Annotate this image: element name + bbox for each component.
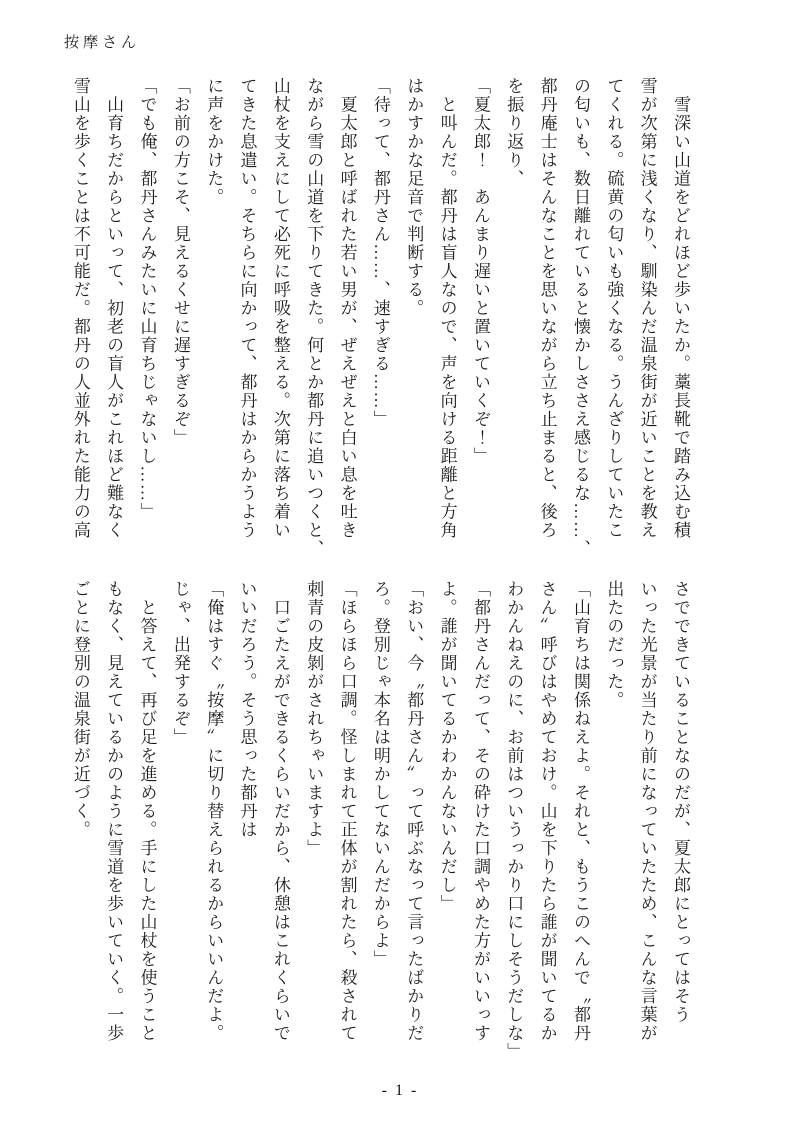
text-line: 「俺はすぐ〝按摩〟に切り替えられるからいいんだよ。 <box>204 580 224 1043</box>
text-line: 都丹庵士はそんなことを思いながら立ち止まると、後ろ <box>537 77 557 540</box>
text-line: に声をかけた。 <box>204 77 224 207</box>
text-line: 雪深い山道をどれほど歩いたか。藁長靴で踏み込む積 <box>671 77 690 540</box>
text-line: 「お前の方こそ、見えるくせに遅すぎるぞ」 <box>170 77 190 447</box>
text-line: さん〟呼びはやめておけ。山を下りたら誰が聞いてるか <box>537 580 557 1043</box>
text-line: 「ほらほら口調。怪しまれて正体が割れたら、殺されて <box>337 580 357 1043</box>
text-line: 「でも俺、都丹さんみたいに山育ちじゃないし……」 <box>137 77 157 521</box>
text-line: 口ごたえができるくらいだから、休憩はこれくらいで <box>270 580 290 1043</box>
text-line: 「おい、今〝都丹さん〟って呼ぶなって言ったばかりだ <box>404 580 424 1043</box>
text-line: てくれる。硫黄の匂いも強くなる。うんざりしていたこ <box>604 77 624 540</box>
text-line: 「夏太郎！ あんまり遅いと置いていくぞ！」 <box>470 77 490 466</box>
page-number: - 1 - <box>381 1082 419 1099</box>
text-line: ろ。登別じゃ本名は明かしてないんだからよ」 <box>370 580 390 969</box>
text-line: わかんねえのに、お前はついうっかり口にしそうだしな」 <box>504 580 524 1061</box>
text-line: 「都丹さんだって、その砕けた口調やめた方がいいっす <box>470 580 490 1043</box>
text-line: はかすかな足音で判断する。 <box>404 77 424 318</box>
text-line: と答えて、再び足を進める。手にした山杖を使うこと <box>137 580 157 1043</box>
text-band-upper <box>52 77 697 558</box>
text-line: いいだろう。そう思った都丹は <box>237 580 257 839</box>
text-line: 夏太郎と呼ばれた若い男が、ぜえぜえと白い息を吐き <box>337 77 357 540</box>
text-line: 山杖を支えにして必死に呼吸を整える。次第に落ち着い <box>270 77 290 540</box>
text-line: じゃ、出発するぞ」 <box>170 580 190 747</box>
text-line: ながら雪の山道を下りてきた。何とか都丹に追いつくと、 <box>304 77 324 558</box>
text-line: 刺青の皮剝がされちゃいますよ」 <box>304 580 324 858</box>
text-line: 出たのだった。 <box>604 580 624 710</box>
text-band-lower <box>52 580 697 1061</box>
text-line: 雪山を歩くことは不可能だ。都丹の人並外れた能力の高 <box>70 77 90 540</box>
text-line: さでできていることなのだが、夏太郎にとってはそう <box>671 580 690 1024</box>
text-line: 「待って、都丹さん……、速すぎる……」 <box>370 77 390 429</box>
text-line: の匂いも、数日離れていると懐かしささえ感じるな……、 <box>570 77 590 558</box>
text-line: ごとに登別の温泉街が近づく。 <box>70 580 90 839</box>
text-line: を振り返り、 <box>504 77 524 188</box>
text-line: 「山育ちは関係ねえよ。それと、もうこのへんで〝都丹 <box>570 580 590 1043</box>
text-line: てきた息遣い。そちらに向かって、都丹はからかうよう <box>237 77 257 540</box>
text-line: 雪が次第に浅くなり、馴染んだ温泉街が近いことを教え <box>637 77 657 540</box>
text-line: もなく、見えているかのように雪道を歩いていく。一歩 <box>104 580 124 1043</box>
text-line: いった光景が当たり前になっていたため、こんな言葉が <box>637 580 657 1043</box>
text-line: と叫んだ。都丹は盲人なので、声を向ける距離と方角 <box>437 77 457 540</box>
text-line: よ。誰が聞いてるかわかんないんだし」 <box>437 580 457 913</box>
text-line: 山育ちだからといって、初老の盲人がこれほど難なく <box>104 77 124 540</box>
page-header-title: 按摩さん <box>64 35 141 51</box>
